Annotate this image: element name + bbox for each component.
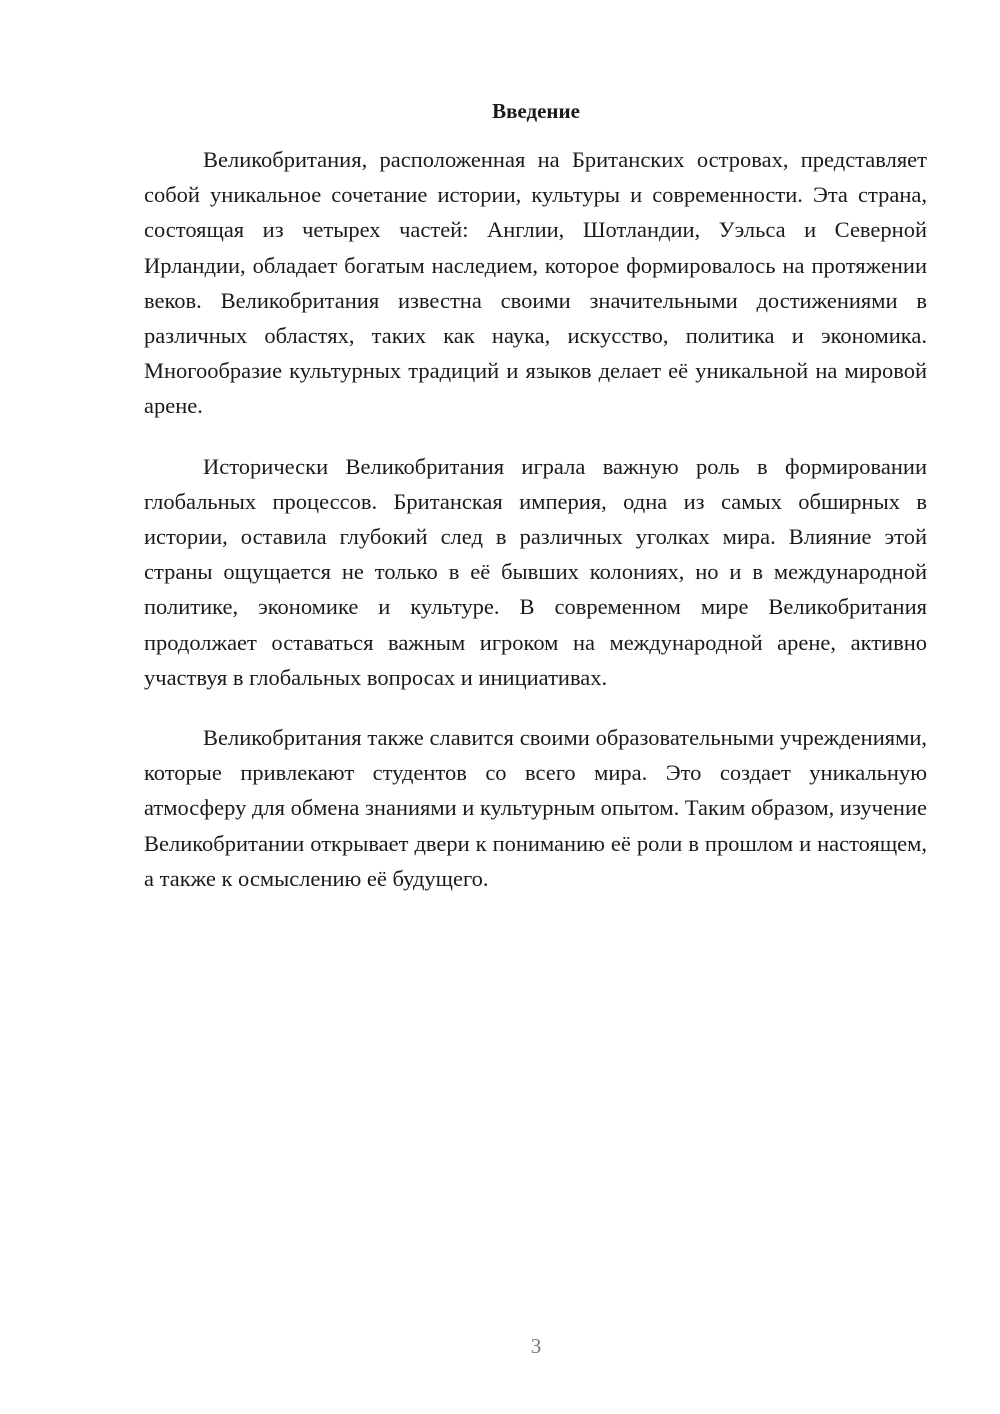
paragraph: Великобритания, расположенная на Британских островах, представляет собой уникальное сочетание истории, культуры и современности. Эта страна, состоящая из четырех частей: Англии, Шотландии, Уэльса и Северной Ирландии, обладает богатым наследием, которое формировалось на протяжении веков. Великобритания известна своими значительными достижениями в различных областях, таких как наука, искусство, политика и экономика. Многообразие культурных традиций и языков делает её уникальной на мировой арене. <box>144 147 927 419</box>
page-number: 3 <box>530 1334 542 1358</box>
body-text <box>144 142 927 921</box>
section-heading: Введение <box>492 99 580 123</box>
paragraph: Исторически Великобритания играла важную роль в формировании глобальных процессов. Британская империя, одна из самых обширных в истории, оставила глубокий след в различных уголках мира. Влияние этой страны ощущается не только в её бывших колониях, но и в международной политике, экономике и культуре. В современном мире Великобритания продолжает оставаться важным игроком на международной арене, активно участвуя в глобальных вопросах и инициативах. <box>144 453 927 690</box>
paragraph: Великобритания также славится своими образовательными учреждениями, которые привлекают студентов со всего мира. Это создает уникальную атмосферу для обмена знаниями и культурным опытом. Таким образом, изучение Великобритании открывает двери к пониманию её роли в прошлом и настоящем, а также к осмыслению её будущего. <box>144 725 927 891</box>
